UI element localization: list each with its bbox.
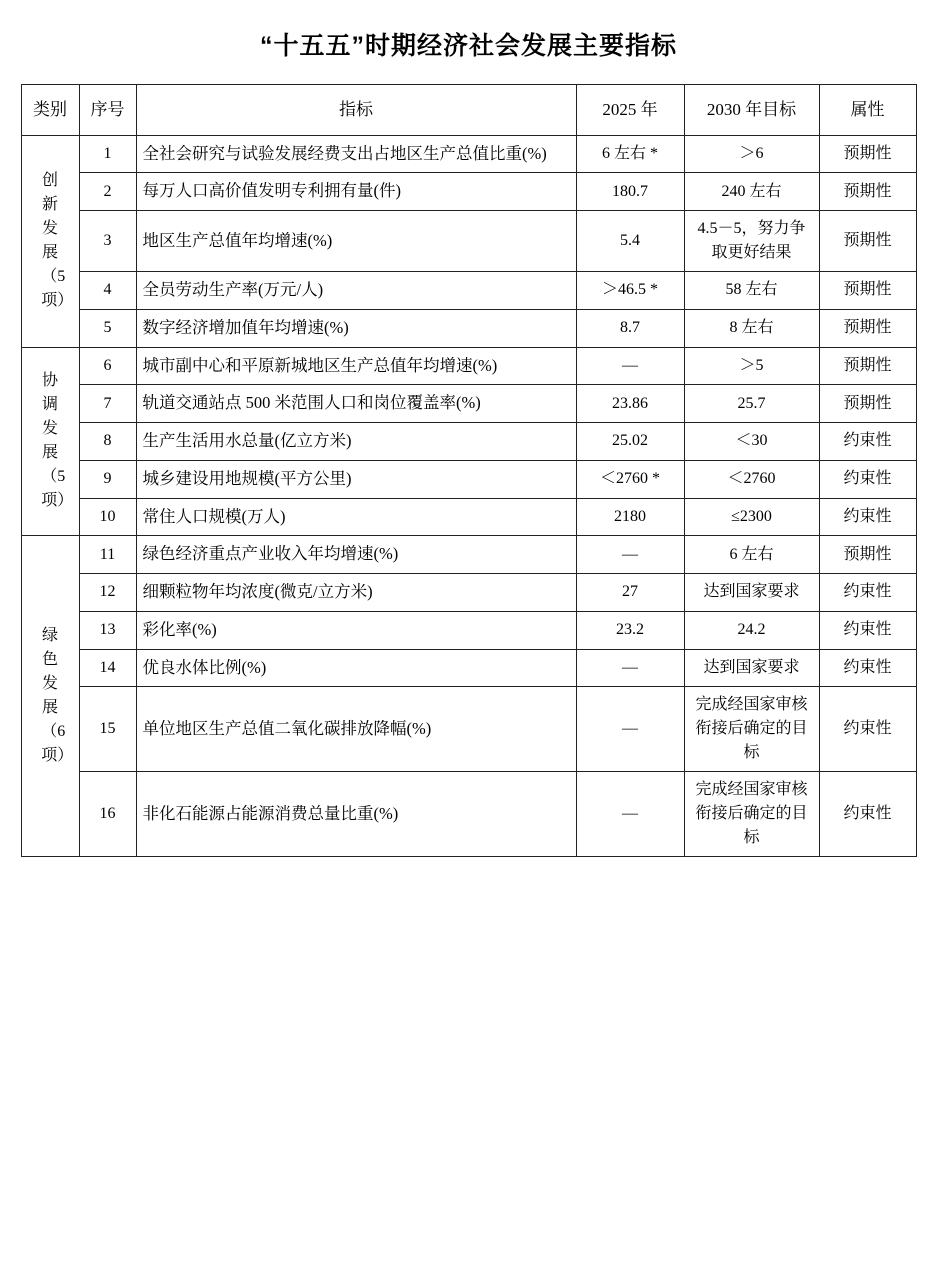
attribute-value: 预期性 [819, 272, 916, 310]
row-number: 16 [79, 772, 136, 857]
indicator-name: 彩化率(%) [136, 611, 576, 649]
indicator-name: 全员劳动生产率(万元/人) [136, 272, 576, 310]
table-row [21, 649, 916, 687]
value-2025: 2180 [576, 498, 684, 536]
value-2025: — [576, 347, 684, 385]
table-row [21, 385, 916, 423]
column-header-category: 类别 [21, 85, 79, 136]
table-row [21, 574, 916, 612]
indicator-name: 常住人口规模(万人) [136, 498, 576, 536]
value-2030: ＜30 [684, 423, 819, 461]
indicator-name: 单位地区生产总值二氧化碳排放降幅(%) [136, 687, 576, 772]
attribute-value: 预期性 [819, 309, 916, 347]
value-2030: 完成经国家审核衔接后确定的目标 [684, 772, 819, 857]
table-body [21, 135, 916, 857]
table-row [21, 135, 916, 173]
value-2030: ＞5 [684, 347, 819, 385]
column-header-attribute: 属性 [819, 85, 916, 136]
row-number: 10 [79, 498, 136, 536]
table-row [21, 347, 916, 385]
column-header-number: 序号 [79, 85, 136, 136]
value-2025: 8.7 [576, 309, 684, 347]
value-2030: 达到国家要求 [684, 574, 819, 612]
value-2025: 23.86 [576, 385, 684, 423]
value-2030: 240 左右 [684, 173, 819, 211]
row-number: 15 [79, 687, 136, 772]
row-number: 2 [79, 173, 136, 211]
attribute-value: 约束性 [819, 574, 916, 612]
attribute-value: 约束性 [819, 649, 916, 687]
table-header [21, 85, 916, 136]
table-row [21, 423, 916, 461]
value-2030: 58 左右 [684, 272, 819, 310]
attribute-value: 预期性 [819, 347, 916, 385]
attribute-value: 约束性 [819, 687, 916, 772]
value-2025: 180.7 [576, 173, 684, 211]
table-row [21, 498, 916, 536]
table-row [21, 611, 916, 649]
indicator-name: 每万人口高价值发明专利拥有量(件) [136, 173, 576, 211]
value-2030: 25.7 [684, 385, 819, 423]
column-header-2030-target: 2030 年目标 [684, 85, 819, 136]
category-label: 绿色发展（6 项） [41, 627, 74, 765]
value-2030: ≤2300 [684, 498, 819, 536]
indicator-name: 轨道交通站点 500 米范围人口和岗位覆盖率(%) [136, 385, 576, 423]
row-number: 3 [79, 211, 136, 272]
column-header-indicator: 指标 [136, 85, 576, 136]
row-number: 12 [79, 574, 136, 612]
column-header-2025: 2025 年 [576, 85, 684, 136]
attribute-value: 约束性 [819, 611, 916, 649]
attribute-value: 预期性 [819, 211, 916, 272]
value-2030: ＞6 [684, 135, 819, 173]
indicator-name: 数字经济增加值年均增速(%) [136, 309, 576, 347]
attribute-value: 预期性 [819, 173, 916, 211]
category-cell-innovation [21, 135, 79, 347]
category-label: 创新发展（5 项） [41, 172, 74, 309]
attribute-value: 约束性 [819, 498, 916, 536]
attribute-value: 约束性 [819, 460, 916, 498]
value-2025: — [576, 687, 684, 772]
value-2030: 8 左右 [684, 309, 819, 347]
value-2030: 完成经国家审核衔接后确定的目标 [684, 687, 819, 772]
table-row [21, 772, 916, 857]
row-number: 9 [79, 460, 136, 498]
value-2030: ＜2760 [684, 460, 819, 498]
value-2030: 24.2 [684, 611, 819, 649]
category-label: 协调发展（5 项） [41, 372, 74, 510]
value-2025: ＞46.5 * [576, 272, 684, 310]
row-number: 7 [79, 385, 136, 423]
indicator-name: 细颗粒物年均浓度(微克/立方米) [136, 574, 576, 612]
row-number: 1 [79, 135, 136, 173]
row-number: 6 [79, 347, 136, 385]
indicator-name: 非化石能源占能源消费总量比重(%) [136, 772, 576, 857]
indicator-name: 全社会研究与试验发展经费支出占地区生产总值比重(%) [136, 135, 576, 173]
table-row [21, 173, 916, 211]
value-2025: — [576, 649, 684, 687]
table-row [21, 460, 916, 498]
indicator-name: 城市副中心和平原新城地区生产总值年均增速(%) [136, 347, 576, 385]
value-2025: — [576, 772, 684, 857]
attribute-value: 预期性 [819, 385, 916, 423]
value-2025: 23.2 [576, 611, 684, 649]
row-number: 4 [79, 272, 136, 310]
value-2025: 27 [576, 574, 684, 612]
row-number: 5 [79, 309, 136, 347]
row-number: 8 [79, 423, 136, 461]
value-2025: ＜2760 * [576, 460, 684, 498]
row-number: 14 [79, 649, 136, 687]
indicator-name: 优良水体比例(%) [136, 649, 576, 687]
row-number: 13 [79, 611, 136, 649]
indicators-table [21, 84, 917, 857]
value-2030: 6 左右 [684, 536, 819, 574]
attribute-value: 约束性 [819, 772, 916, 857]
indicator-name: 城乡建设用地规模(平方公里) [136, 460, 576, 498]
table-row [21, 309, 916, 347]
table-header-row [21, 85, 916, 136]
row-number: 11 [79, 536, 136, 574]
attribute-value: 预期性 [819, 536, 916, 574]
value-2030: 达到国家要求 [684, 649, 819, 687]
page-title: “十五五”时期经济社会发展主要指标 [259, 32, 677, 60]
indicator-name: 生产生活用水总量(亿立方米) [136, 423, 576, 461]
table-row [21, 272, 916, 310]
category-cell-green [21, 536, 79, 857]
value-2030: 4.5－5，努力争取更好结果 [684, 211, 819, 272]
value-2025: 5.4 [576, 211, 684, 272]
table-row [21, 536, 916, 574]
indicator-name: 地区生产总值年均增速(%) [136, 211, 576, 272]
category-cell-coordination [21, 347, 79, 536]
table-row [21, 687, 916, 772]
value-2025: 6 左右 * [576, 135, 684, 173]
value-2025: 25.02 [576, 423, 684, 461]
attribute-value: 预期性 [819, 135, 916, 173]
value-2025: — [576, 536, 684, 574]
attribute-value: 约束性 [819, 423, 916, 461]
table-row [21, 211, 916, 272]
indicator-name: 绿色经济重点产业收入年均增速(%) [136, 536, 576, 574]
